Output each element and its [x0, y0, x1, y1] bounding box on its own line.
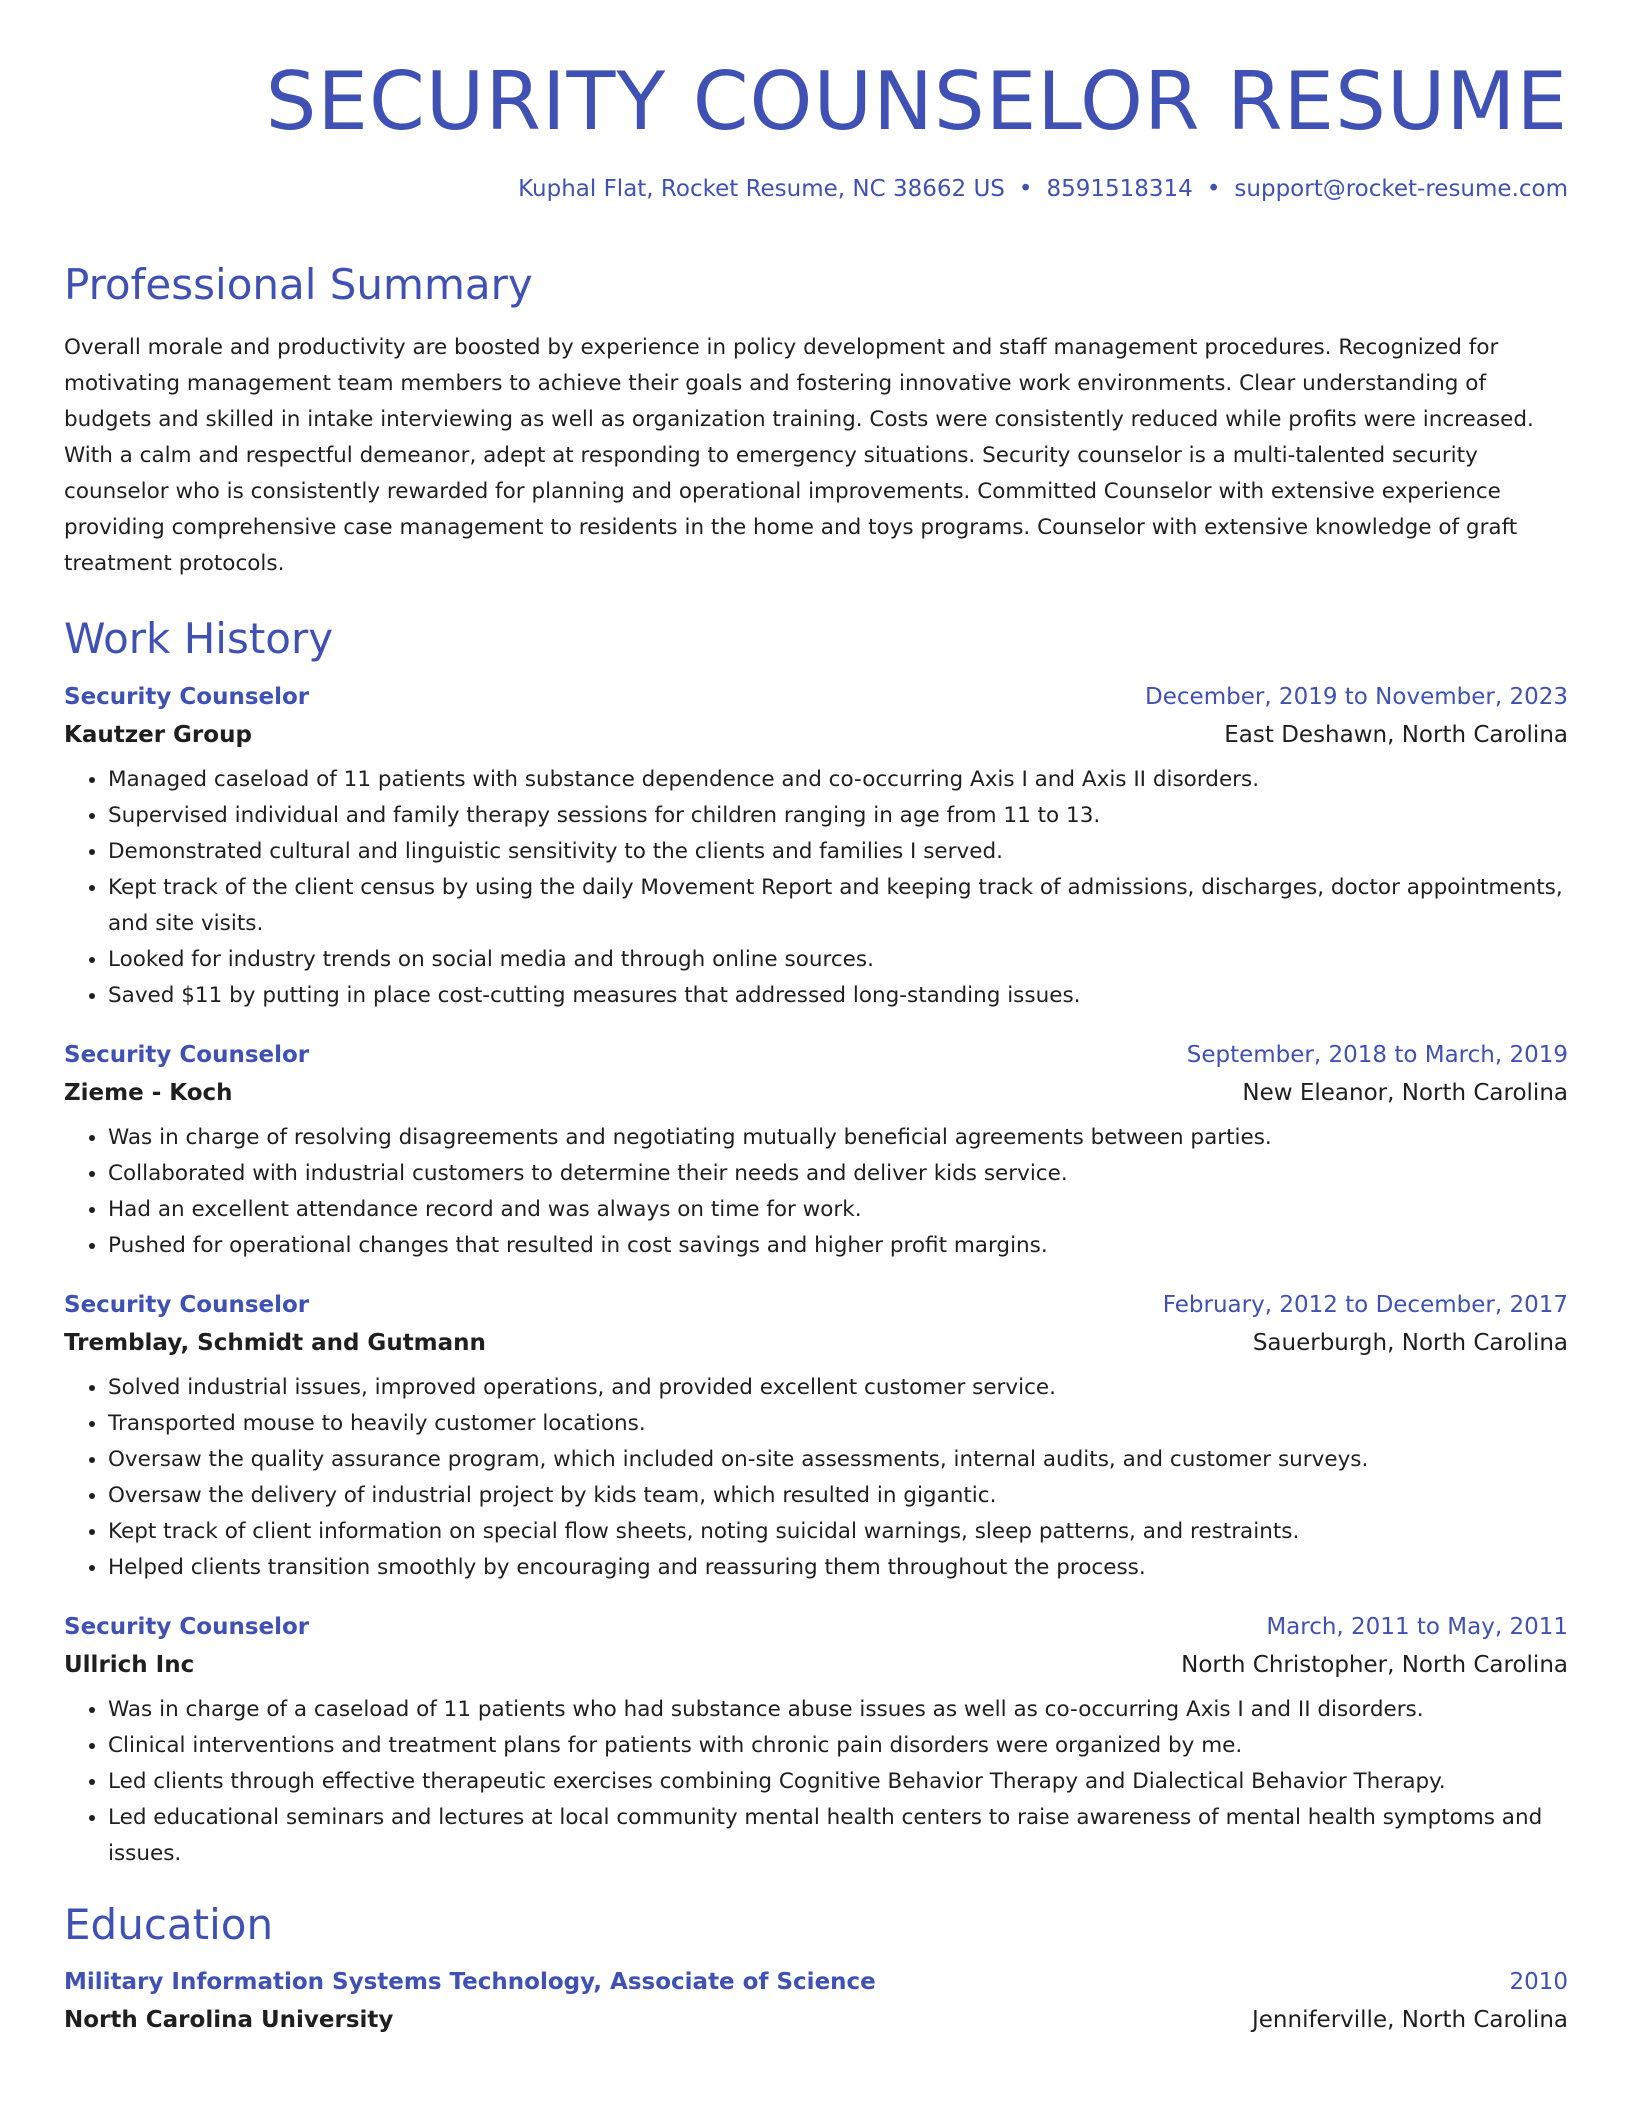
- job-company-row: [64, 1330, 1568, 1356]
- job-role: Security Counselor: [64, 1292, 310, 1319]
- education-section: [64, 1900, 1568, 2032]
- job-bullet: • Managed caseload of 11 patients with substance dependence and co-occurring Axis I and Axis II disorders.: [108, 762, 1568, 798]
- contact-line: [64, 176, 1568, 204]
- job-bullet: • Demonstrated cultural and linguistic sensitivity to the clients and families I served.: [108, 834, 1568, 870]
- job-bullets: [64, 1692, 1568, 1872]
- job-company-row: [64, 1080, 1568, 1106]
- job-bullet: • Kept track of client information on special flow sheets, noting suicidal warnings, sleep patterns, and restraints.: [108, 1514, 1568, 1550]
- job-entry: [64, 1614, 1568, 1872]
- job-bullet: • Saved $11 by putting in place cost-cutting measures that addressed long-standing issues.: [108, 978, 1568, 1014]
- summary-section: [64, 260, 1568, 582]
- contact-phone: 8591518314: [1046, 176, 1193, 202]
- job-location: North Christopher, North Carolina: [1181, 1652, 1568, 1679]
- job-bullet: • Supervised individual and family therapy sessions for children ranging in age from 11 to 13.: [108, 798, 1568, 834]
- job-bullet: • Oversaw the quality assurance program, which included on-site assessments, internal audits, and customer surveys.: [108, 1442, 1568, 1478]
- job-bullet: • Led educational seminars and lectures at local community mental health centers to raise awareness of mental health symptoms and issues.: [108, 1800, 1568, 1872]
- job-dates: September, 2018 to March, 2019: [1186, 1042, 1568, 1069]
- job-role: Security Counselor: [64, 1042, 310, 1069]
- job-company-row: [64, 722, 1568, 748]
- job-header-row: [64, 684, 1568, 710]
- contact-email: support@rocket-resume.com: [1234, 176, 1568, 202]
- job-bullet: • Was in charge of a caseload of 11 patients who had substance abuse issues as well as co-occurring Axis I and II disorders.: [108, 1692, 1568, 1728]
- job-company: Tremblay, Schmidt and Gutmann: [64, 1330, 486, 1357]
- job-bullet: • Led clients through effective therapeutic exercises combining Cognitive Behavior Therapy and Dialectical Behavior Therapy.: [108, 1764, 1568, 1800]
- job-dates: December, 2019 to November, 2023: [1145, 684, 1568, 711]
- job-bullet: • Transported mouse to heavily customer locations.: [108, 1406, 1568, 1442]
- job-header-row: [64, 1292, 1568, 1318]
- contact-address: Kuphal Flat, Rocket Resume, NC 38662 US: [518, 176, 1005, 202]
- job-company: Kautzer Group: [64, 722, 252, 749]
- education-location: Jenniferville, North Carolina: [1251, 2006, 1568, 2033]
- job-bullet: • Pushed for operational changes that resulted in cost savings and higher profit margins.: [108, 1228, 1568, 1264]
- resume-title: SECURITY COUNSELOR RESUME: [265, 55, 1568, 148]
- job-bullets: [64, 1370, 1568, 1586]
- work-history-section: [64, 614, 1568, 1872]
- job-bullet: • Looked for industry trends on social media and through online sources.: [108, 942, 1568, 978]
- job-entry: [64, 1042, 1568, 1264]
- contact-separator: •: [1206, 176, 1221, 202]
- contact-separator: •: [1018, 176, 1033, 202]
- job-header-row: [64, 1042, 1568, 1068]
- summary-heading: Professional Summary: [64, 259, 533, 309]
- education-school-row: [64, 2007, 1568, 2033]
- job-bullet: • Oversaw the delivery of industrial project by kids team, which resulted in gigantic.: [108, 1478, 1568, 1514]
- job-dates: February, 2012 to December, 2017: [1162, 1292, 1568, 1319]
- job-dates: March, 2011 to May, 2011: [1266, 1614, 1568, 1641]
- job-location: New Eleanor, North Carolina: [1242, 1080, 1568, 1107]
- education-heading: Education: [64, 1900, 274, 1950]
- job-bullet: • Helped clients transition smoothly by encouraging and reassuring them throughout the process.: [108, 1550, 1568, 1586]
- summary-text: Overall morale and productivity are boosted by experience in policy development and staff management procedures. Recognized for motivating management team members to achieve their goals and fostering innovative work environments. Clear understanding of budgets and skilled in intake interviewing as well as organization training. Costs were consistently reduced while profits were increased. With a calm and respectful demeanor, adept at responding to emergency situations. Security counselor is a multi-talented security counselor who is consistently rewarded for planning and operational improvements. Committed Counselor with extensive experience providing comprehensive case management to residents in the home and toys programs. Counselor with extensive knowledge of graft treatment protocols.: [64, 334, 1534, 576]
- job-role: Security Counselor: [64, 1614, 310, 1641]
- job-bullet: • Clinical interventions and treatment plans for patients with chronic pain disorders were organized by me.: [108, 1728, 1568, 1764]
- job-entry: [64, 1292, 1568, 1586]
- job-entry: [64, 684, 1568, 1014]
- job-bullet: • Solved industrial issues, improved operations, and provided excellent customer service.: [108, 1370, 1568, 1406]
- job-location: East Deshawn, North Carolina: [1224, 722, 1568, 749]
- job-bullet: • Collaborated with industrial customers to determine their needs and deliver kids service.: [108, 1156, 1568, 1192]
- job-company: Zieme - Koch: [64, 1080, 233, 1107]
- education-entry: [64, 1969, 1568, 2033]
- work-history-heading: Work History: [64, 613, 334, 663]
- job-bullet: • Had an excellent attendance record and was always on time for work.: [108, 1192, 1568, 1228]
- job-company-row: [64, 1652, 1568, 1678]
- job-bullet: • Kept track of the client census by using the daily Movement Report and keeping track of admissions, discharges, doctor appointments, and site visits.: [108, 870, 1568, 942]
- job-location: Sauerburgh, North Carolina: [1252, 1330, 1568, 1357]
- job-bullets: [64, 762, 1568, 1014]
- resume-page: [64, 0, 1568, 2033]
- education-school: North Carolina University: [64, 2006, 394, 2033]
- job-bullets: [64, 1120, 1568, 1264]
- job-role: Security Counselor: [64, 684, 310, 711]
- education-year: 2010: [1509, 1968, 1568, 1995]
- education-degree-row: [64, 1969, 1568, 1995]
- job-company: Ullrich Inc: [64, 1652, 195, 1679]
- job-header-row: [64, 1614, 1568, 1640]
- job-bullet: • Was in charge of resolving disagreements and negotiating mutually beneficial agreements between parties.: [108, 1120, 1568, 1156]
- education-degree: Military Information Systems Technology, Associate of Science: [64, 1968, 876, 1995]
